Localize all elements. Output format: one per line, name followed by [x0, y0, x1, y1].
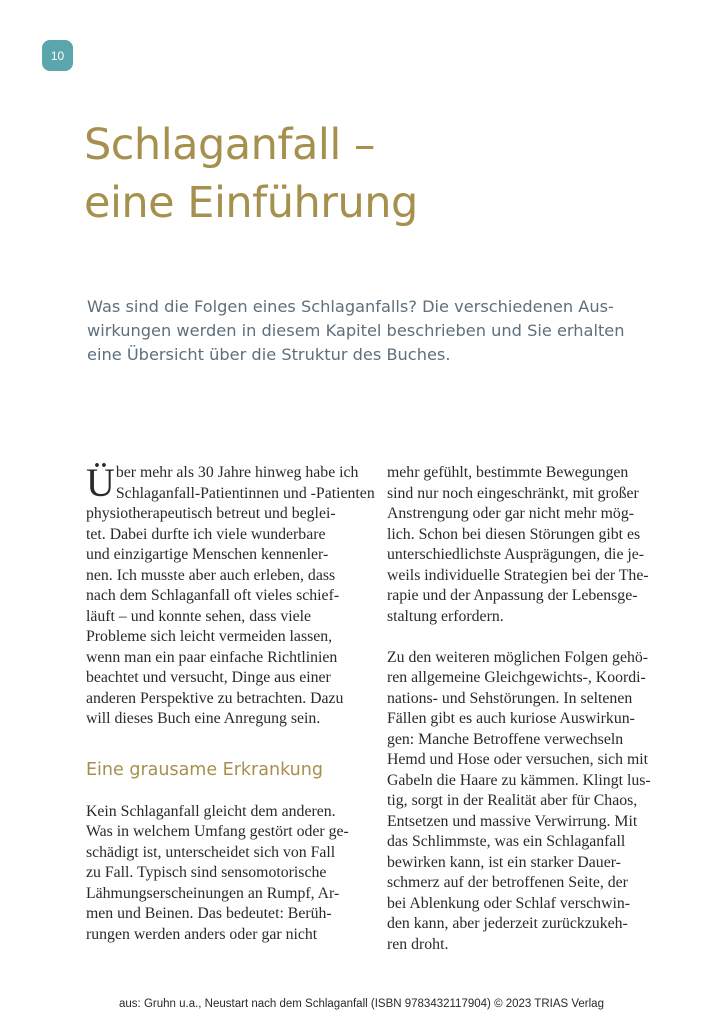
text-line: bewirken kann, ist ein starker Dauer- — [387, 853, 621, 871]
text-line: Fällen gibt es auch kuriose Auswirkun- — [387, 710, 635, 727]
text-line: beachtet und versucht, Dinge aus einer — [86, 669, 331, 686]
chapter-title — [84, 116, 418, 232]
text-line: Lähmungserscheinungen an Rumpf, Ar- — [86, 884, 340, 902]
page-number-badge: 10 — [42, 40, 73, 71]
text-line: bei Ablenkung oder Schlaf verschwin- — [387, 894, 631, 912]
text-line: Anstrengung oder gar nicht mehr mög- — [387, 505, 634, 522]
text-line: lich. Schon bei diesen Störungen gibt es — [387, 525, 641, 543]
text-line: men und Beinen. Das bedeutet: Berüh- — [86, 905, 332, 922]
text-line: Was in welchem Umfang gestört oder ge- — [86, 823, 349, 840]
text-line: schädigt ist, unterscheidet sich von Fall — [86, 843, 336, 861]
text-line: weils individuelle Strategien bei der The- — [387, 566, 649, 584]
text-line: mehr gefühlt, bestimmte Bewegungen — [387, 464, 629, 481]
text-line: staltung erfordern. — [387, 607, 504, 625]
text-line: nach dem Schlaganfall oft vieles schief- — [86, 587, 340, 604]
text-line: physiotherapeutisch betreut und beglei- — [86, 505, 336, 522]
text-line: tet. Dabei durfte ich viele wunderbare — [86, 525, 326, 543]
text-line: rapie und der Anpassung der Lebensge- — [387, 587, 638, 604]
left-paragraph-1 — [86, 460, 375, 730]
text-line: sind nur noch eingeschränkt, mit großer — [387, 484, 639, 502]
left-paragraph-2 — [86, 802, 368, 946]
drop-cap: Ü — [86, 460, 115, 505]
intro-line: wirkungen werden in diesem Kapitel beschrieben und Sie erhalten — [87, 321, 625, 340]
right-paragraph-1 — [387, 463, 677, 627]
text-line: nations- und Sehstörungen. In seltenen — [387, 689, 633, 707]
text-line: will dieses Buch eine Anregung sein. — [86, 710, 321, 727]
text-line: das Schlimmste, was ein Schlaganfall — [387, 833, 626, 850]
text-line: tig, sorgt in der Realität aber für Chaos, — [387, 792, 638, 809]
source-footer: aus: Gruhn u.a., Neustart nach dem Schlaganfall (ISBN 9783432117904) © 2023 TRIAS Verlag — [119, 998, 604, 1010]
chapter-intro — [87, 295, 667, 367]
section-subheading: Eine grausame Erkrankung — [86, 759, 323, 780]
text-line: zu Fall. Typisch sind sensomotorische — [86, 864, 327, 881]
text-line: läuft – und konnte sehen, dass viele — [86, 607, 312, 625]
right-column — [387, 463, 677, 955]
text-line: Hemd und Hose oder versuchen, sich mit — [387, 751, 649, 768]
text-line: Schlaganfall-Patientinnen und -Patienten — [115, 484, 375, 502]
chapter-title-line: Schlaganfall – — [84, 120, 375, 170]
right-paragraph-2 — [387, 648, 677, 956]
text-line: schmerz auf der betroffenen Seite, der — [387, 874, 628, 891]
text-line: ren droht. — [387, 935, 449, 953]
text-line: ren allgemeine Gleichgewichts-, Koordi- — [387, 669, 646, 686]
text-line: und einzigartige Menschen kennenler- — [86, 546, 329, 563]
text-line: nen. Ich musste aber auch erleben, dass — [86, 566, 336, 584]
text-line: unterschiedlichste Ausprägungen, die je- — [387, 546, 645, 563]
text-line: den kann, aber jederzeit zurückzukeh- — [387, 915, 628, 932]
text-line: wenn man ein paar einfache Richtlinien — [86, 648, 338, 666]
text-line: Entsetzen und massive Verwirrung. Mit — [387, 812, 638, 830]
text-line: anderen Perspektive zu betrachten. Dazu — [86, 689, 344, 707]
text-line: Gabeln die Haare zu kämmen. Klingt lus- — [387, 771, 651, 789]
text-line: Kein Schlaganfall gleicht dem anderen. — [86, 802, 336, 820]
intro-line: eine Übersicht über die Struktur des Buches. — [87, 345, 451, 364]
text-line: Probleme sich leicht vermeiden lassen, — [86, 628, 333, 645]
left-column — [86, 460, 375, 945]
chapter-title-line: eine Einführung — [84, 178, 418, 228]
text-line: Zu den weiteren möglichen Folgen gehö- — [387, 648, 649, 666]
text-line: gen: Manche Betroffene verwechseln — [387, 730, 624, 748]
intro-line: Was sind die Folgen eines Schlaganfalls? Die verschiedenen Aus- — [87, 297, 614, 316]
text-line: rungen werden anders oder gar nicht — [86, 925, 318, 943]
text-line: ber mehr als 30 Jahre hinweg habe ich — [115, 464, 359, 481]
